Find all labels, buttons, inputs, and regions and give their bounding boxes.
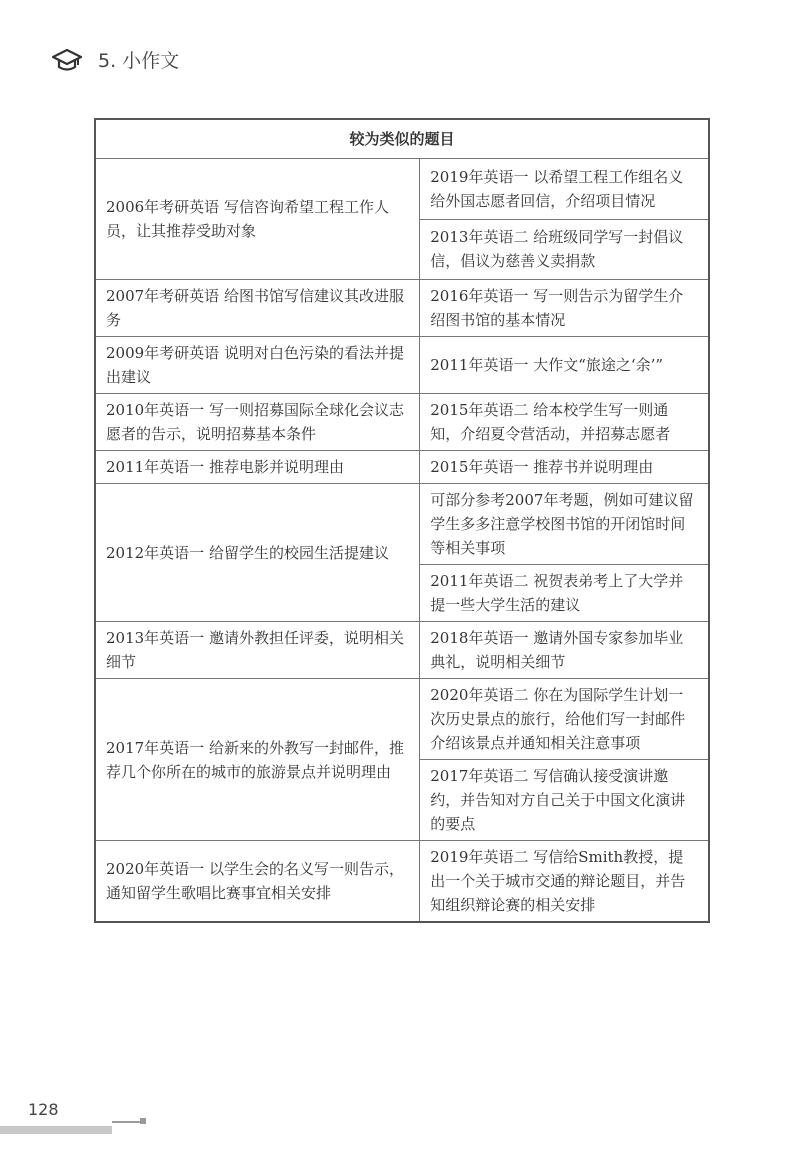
table-cell: 2020年英语二 你在为国际学生计划一次历史景点的旅行，给他们写一封邮件介绍该景点并通知相关注意事项 bbox=[420, 679, 709, 760]
table-cell: 2019年英语一 以希望工程工作组名义给外国志愿者回信，介绍项目情况 bbox=[420, 159, 709, 220]
table-cell: 2013年英语一 邀请外教担任评委，说明相关细节 bbox=[95, 622, 420, 679]
table-cell: 可部分参考2007年考题，例如可建议留学生多多注意学校图书馆的开闭馆时间等相关事项 bbox=[420, 484, 709, 565]
table-cell: 2011年英语一 推荐电影并说明理由 bbox=[95, 451, 420, 484]
table-cell: 2010年英语一 写一则招募国际全球化会议志愿者的告示，说明招募基本条件 bbox=[95, 394, 420, 451]
table-cell: 2017年英语二 写信确认接受演讲邀约，并告知对方自己关于中国文化演讲的要点 bbox=[420, 760, 709, 841]
table-cell: 2007年考研英语 给图书馆写信建议其改进服务 bbox=[95, 280, 420, 337]
table-cell: 2012年英语一 给留学生的校园生活提建议 bbox=[95, 484, 420, 622]
footer-bar bbox=[0, 1126, 112, 1134]
chapter-title: 5. 小作文 bbox=[98, 50, 180, 72]
table-cell: 2018年英语一 邀请外国专家参加毕业典礼，说明相关细节 bbox=[420, 622, 709, 679]
table-cell: 2009年考研英语 说明对白色污染的看法并提出建议 bbox=[95, 337, 420, 394]
table-cell: 2017年英语一 给新来的外教写一封邮件，推荐几个你所在的城市的旅游景点并说明理由 bbox=[95, 679, 420, 841]
table-heading: 较为类似的题目 bbox=[95, 119, 709, 159]
table-cell: 2019年英语二 写信给Smith教授，提出一个关于城市交通的辩论题目，并告知组织辩论赛的相关安排 bbox=[420, 841, 709, 923]
table-cell: 2011年英语一 大作文“旅途之‘余’” bbox=[420, 337, 709, 394]
footer-dot bbox=[140, 1118, 146, 1124]
table-cell: 2015年英语二 给本校学生写一则通知，介绍夏令营活动，并招募志愿者 bbox=[420, 394, 709, 451]
similar-topics-table bbox=[94, 118, 710, 923]
table-cell: 2006年考研英语 写信咨询希望工程工作人员，让其推荐受助对象 bbox=[95, 159, 420, 280]
table-cell: 2016年英语一 写一则告示为留学生介绍图书馆的基本情况 bbox=[420, 280, 709, 337]
chapter-header bbox=[52, 46, 179, 73]
table-cell: 2011年英语二 祝贺表弟考上了大学并提一些大学生活的建议 bbox=[420, 565, 709, 622]
table-cell: 2013年英语二 给班级同学写一封倡议信，倡议为慈善义卖捐款 bbox=[420, 219, 709, 280]
table-cell: 2020年英语一 以学生会的名义写一则告示，通知留学生歌唱比赛事宜相关安排 bbox=[95, 841, 420, 923]
graduation-cap-icon bbox=[52, 47, 82, 73]
table-cell: 2015年英语一 推荐书并说明理由 bbox=[420, 451, 709, 484]
footer-line bbox=[112, 1121, 142, 1123]
page-number: 128 bbox=[28, 1100, 59, 1119]
